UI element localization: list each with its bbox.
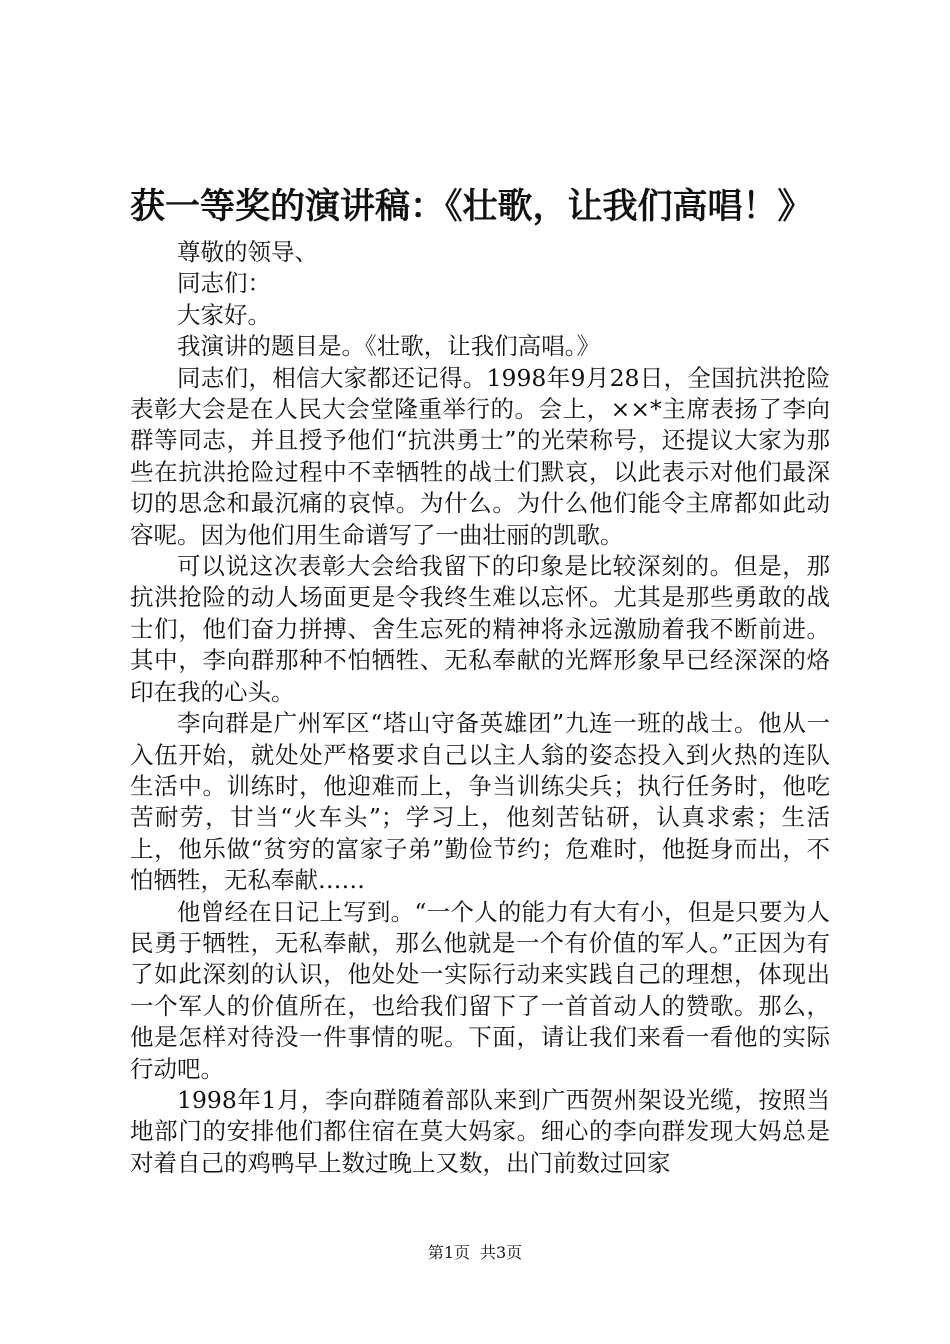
- paragraph-body: 李向群是广州军区“塔山守备英雄团”九连一班的战士。他从一入伍开始，就处处严格要求自己以主人翁的姿态投入到火热的连队生活中。训练时，他迎难而上，争当训练尖兵；执行任务时，他吃苦耐劳，甘当“火车头”；学习上，他刻苦钻研，认真求索；生活上，他乐做“贫穷的富家子弟”勤俭节约；危难时，他挺身而出，不怕牺牲，无私奉献……: [130, 709, 830, 895]
- paragraph-topic: 我演讲的题目是。《壮歌，让我们高唱。》: [177, 332, 600, 361]
- paragraph-body: 可以说这次表彰大会给我留下的印象是比较深刻的。但是，那抗洪抢险的动人场面更是令我终生难以忘怀。尤其是那些勇敢的战士们，他们奋力拼搏、舍生忘死的精神将永远激励着我不断前进。其中，李向群那种不怕牺牲、无私奉献的光辉形象早已经深深的烙印在我的心头。: [130, 552, 830, 706]
- paragraph-salutation-leaders: 尊敬的领导、: [177, 238, 318, 266]
- page-footer: [0, 1243, 950, 1263]
- paragraph-body: 他曾经在日记上写到。“一个人的能力有大有小，但是只要为人民勇于牺牲，无私奉献，那么他就是一个有价值的军人。”正因为有了如此深刻的认识，他处处一实际行动来实践自己的理想，体现出一个军人的价值所在，也给我们留下了一首首动人的赞歌。那么，他是怎样对待没一件事情的呢。下面，请让我们来看一看他的实际行动吧。: [130, 897, 830, 1083]
- paragraph-body: 1998年1月，李向群随着部队来到广西贺州架设光缆，按照当地部门的安排他们都住宿在莫大妈家。细心的李向群发现大妈总是对着自己的鸡鸭早上数过晚上又数，出门前数过回家: [130, 1085, 830, 1177]
- document-body: [130, 237, 830, 1179]
- page-number-current: 第1页: [427, 1243, 470, 1262]
- paragraph-greeting: 大家好。: [177, 300, 271, 329]
- paragraph-body: 同志们，相信大家都还记得。1998年9月28日，全国抗洪抢险表彰大会是在人民大会堂隆重举行的。会上，××*主席表扬了李向群等同志，并且授予他们“抗洪勇士”的光荣称号，还提议大家为那些在抗洪抢险过程中不幸牺牲的战士们默哀，以此表示对他们最深切的思念和最沉痛的哀悼。为什么。为什么他们能令主席都如此动容呢。因为他们用生命谱写了一曲壮丽的凯歌。: [130, 363, 830, 549]
- page-number-total: 共3页: [480, 1243, 523, 1262]
- paragraph-salutation-comrades: 同志们：: [177, 269, 271, 298]
- document-title: 获一等奖的演讲稿：《壮歌，让我们高唱！》: [130, 186, 813, 227]
